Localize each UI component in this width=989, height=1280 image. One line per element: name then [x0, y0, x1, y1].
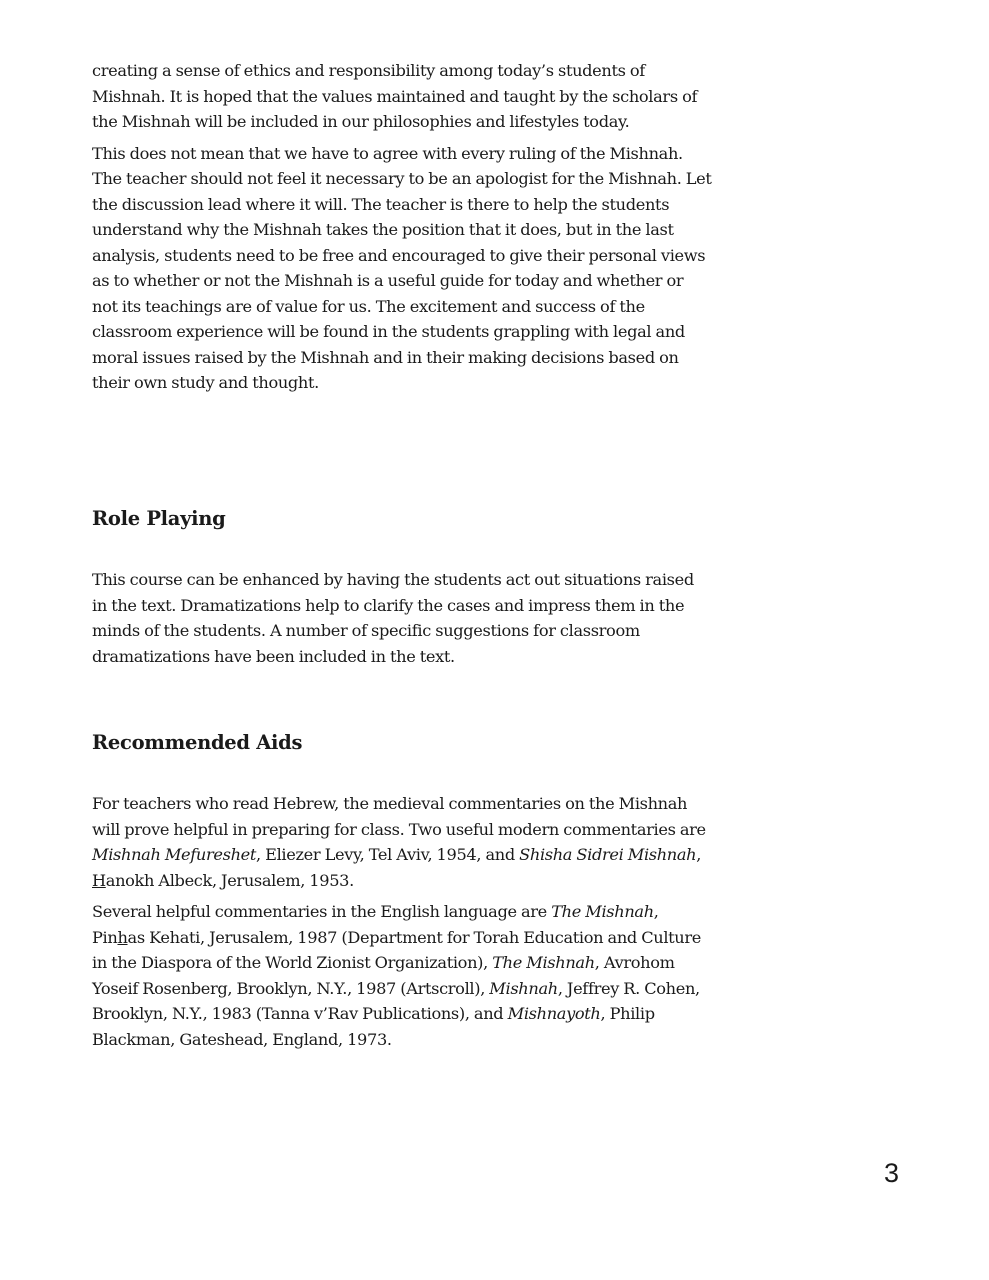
intro-section — [92, 58, 712, 402]
transliteration-mark: H — [92, 870, 106, 890]
book-title: Shisha Sidrei Mishnah — [519, 845, 697, 864]
intro-paragraph-2: This does not mean that we have to agree with every ruling of the Mishnah. The teacher should not feel it necessary to be an apologist for the Mishnah. Let the discussion lead where it will. The teacher is there to help the students understand why the Mishnah takes the position that it does, but in the last analysis, students need to be free and encouraged to give their personal views as to whether or not the Mishnah is a useful guide for today and whether or not its teachings are of value for us. The excitement and success of the classroom experience will be found in the students grappling with legal and moral issues raised by the Mishnah and in their making decisions based on their own study and thought. — [92, 143, 712, 392]
book-title: The Mishnah — [551, 902, 654, 921]
role-playing-heading: Role Playing — [92, 507, 226, 530]
text-run: , Eliezer Levy, Tel Aviv, 1954, and — [256, 845, 520, 864]
role-playing-paragraph: This course can be enhanced by having the students act out situations raised in the text. Dramatizations help to clarify the cases and impress them in the minds of the students. A number of specific suggestions for classroom dramatizations have been included in the text. — [92, 570, 694, 666]
recommended-aids-heading: Recommended Aids — [92, 731, 303, 754]
recommended-aids-section — [92, 791, 712, 1058]
recommended-aids-paragraph-1 — [92, 791, 712, 893]
text-run: For teachers who read Hebrew, the medieval commentaries on the Mishnah will prove helpful in preparing for class. Two useful modern commentaries are — [92, 794, 706, 839]
text-run: , Pin — [92, 902, 659, 947]
text-run: , Avrohom Yoseif Rosenberg, Brooklyn, N.Y., 1987 (Artscroll), — [92, 953, 675, 998]
book-title: The Mishnah — [492, 953, 595, 972]
text-run: anokh Albeck, Jerusalem, 1953. — [105, 870, 354, 890]
recommended-aids-paragraph-2 — [92, 899, 712, 1052]
intro-paragraph-1: creating a sense of ethics and responsibility among today’s students of Mishnah. It is hoped that the values maintained and taught by the scholars of the Mishnah will be included in our philosophies and lifestyles today. — [92, 61, 698, 131]
book-title: Mishnah — [489, 978, 558, 998]
text-run: , Philip Blackman, Gateshead, England, 1973. — [92, 1004, 655, 1049]
text-run: , Jeffrey R. Cohen, Brooklyn, N.Y., 1983 (Tanna v’Rav Publications), and — [92, 978, 700, 1023]
text-run: , — [696, 845, 702, 864]
text-run: Several helpful commentaries in the English language are — [92, 902, 552, 921]
transliteration-mark: h — [117, 927, 128, 947]
page-number: 3 — [884, 1158, 900, 1188]
text-run: as Kehati, Jerusalem, 1987 (Department for Torah Education and Culture in the Diaspora of the World Zionist Organization), — [92, 927, 701, 972]
book-title: Mishnah Mefureshet — [92, 845, 257, 864]
book-title: Mishnayoth — [507, 1004, 601, 1023]
role-playing-section — [92, 567, 712, 675]
